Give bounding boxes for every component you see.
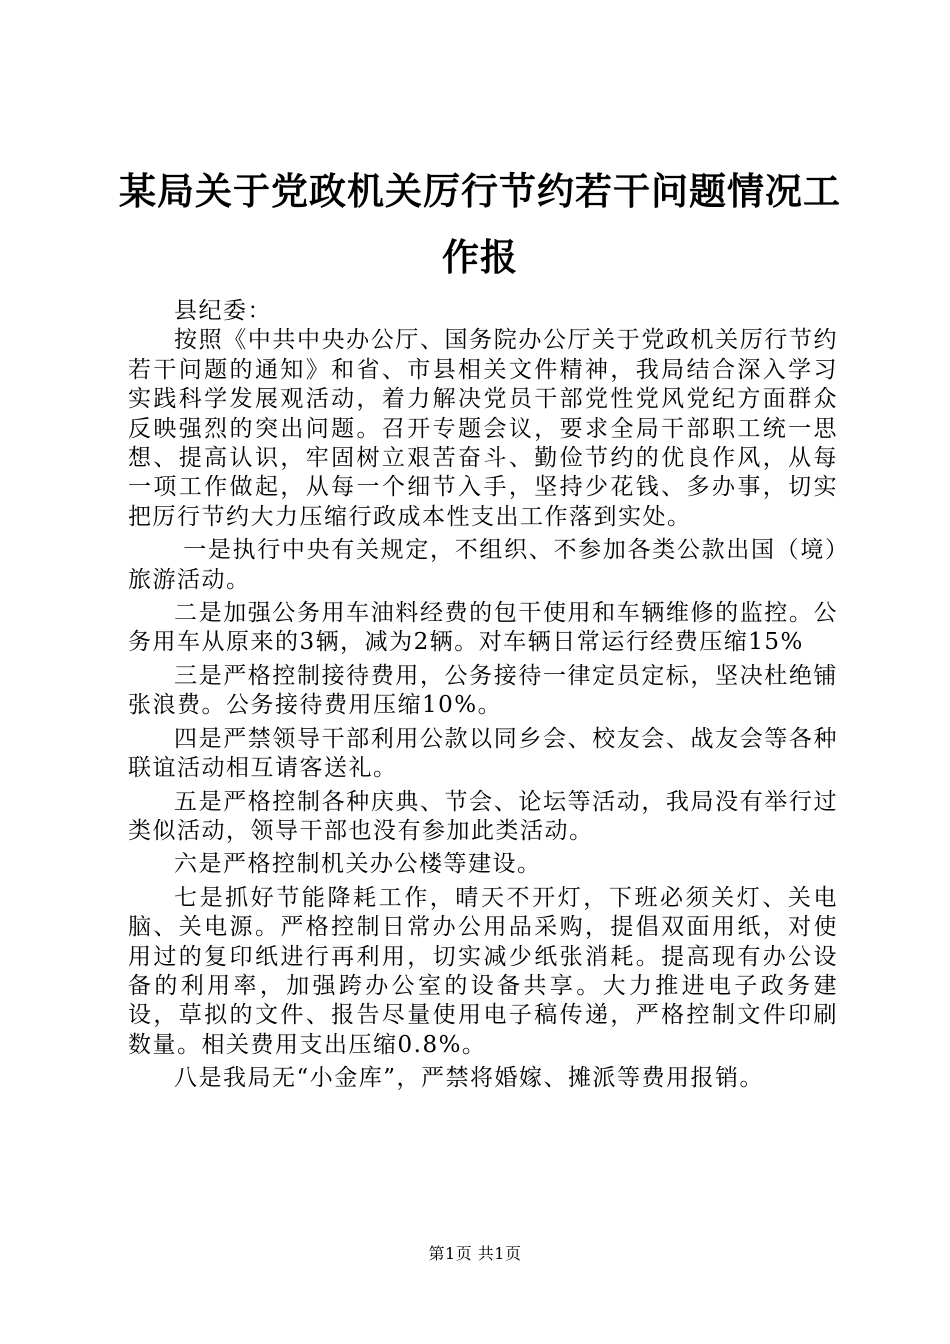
salutation: 县纪委： [174, 298, 272, 324]
paragraph-item-7: 七是抓好节能降耗工作，晴天不开灯，下班必须关灯、关电脑、关电源。严格控制日常办公用品采购，提倡双面用纸，对使用过的复印纸进行再利用，切实减少纸张消耗。提高现有办公设备的利用率，加强跨办公室的设备共享。大力推进电子政务建设，草拟的文件、报告尽量使用电子稿传递，严格控制文件印刷数量。相关费用支出压缩0.8%。 [128, 884, 838, 1058]
page-number-footer: 第1页 共1页 [428, 1244, 522, 1263]
document-title: 某局关于党政机关厉行节约若干问题情况工作报 [119, 169, 841, 279]
paragraph-item-4: 四是严禁领导干部利用公款以同乡会、校友会、战友会等各种联谊活动相互请客送礼。 [128, 725, 838, 782]
document-body [128, 297, 838, 1094]
paragraph-item-1: 一是执行中央有关规定，不组织、不参加各类公款出国（境）旅游活动。 [128, 537, 838, 593]
paragraph-item-3: 三是严格控制接待费用，公务接待一律定员定标，坚决杜绝铺张浪费。公务接待费用压缩10%。 [128, 662, 838, 719]
paragraph-intro: 按照《中共中央办公厅、国务院办公厅关于党政机关厉行节约若干问题的通知》和省、市县相关文件精神，我局结合深入学习实践科学发展观活动，着力解决党员干部党性党风党纪方面群众反映强烈的突出问题。召开专题会议，要求全局干部职工统一思想、提高认识，牢固树立艰苦奋斗、勤俭节约的优良作风，从每一项工作做起，从每一个细节入手，坚持少花钱、多办事，切实把厉行节约大力压缩行政成本性支出工作落到实处。 [128, 327, 838, 530]
paragraph-item-5: 五是严格控制各种庆典、节会、论坛等活动，我局没有举行过类似活动，领导干部也没有参加此类活动。 [128, 788, 838, 844]
paragraph-item-6: 六是严格控制机关办公楼等建设。 [174, 851, 542, 878]
paragraph-item-2: 二是加强公务用车油料经费的包干使用和车辆维修的监控。公务用车从原来的3辆，减为2辆。对车辆日常运行经费压缩15% [128, 600, 838, 656]
paragraph-item-8: 八是我局无“小金库”，严禁将婚嫁、摊派等费用报销。 [174, 1065, 765, 1092]
